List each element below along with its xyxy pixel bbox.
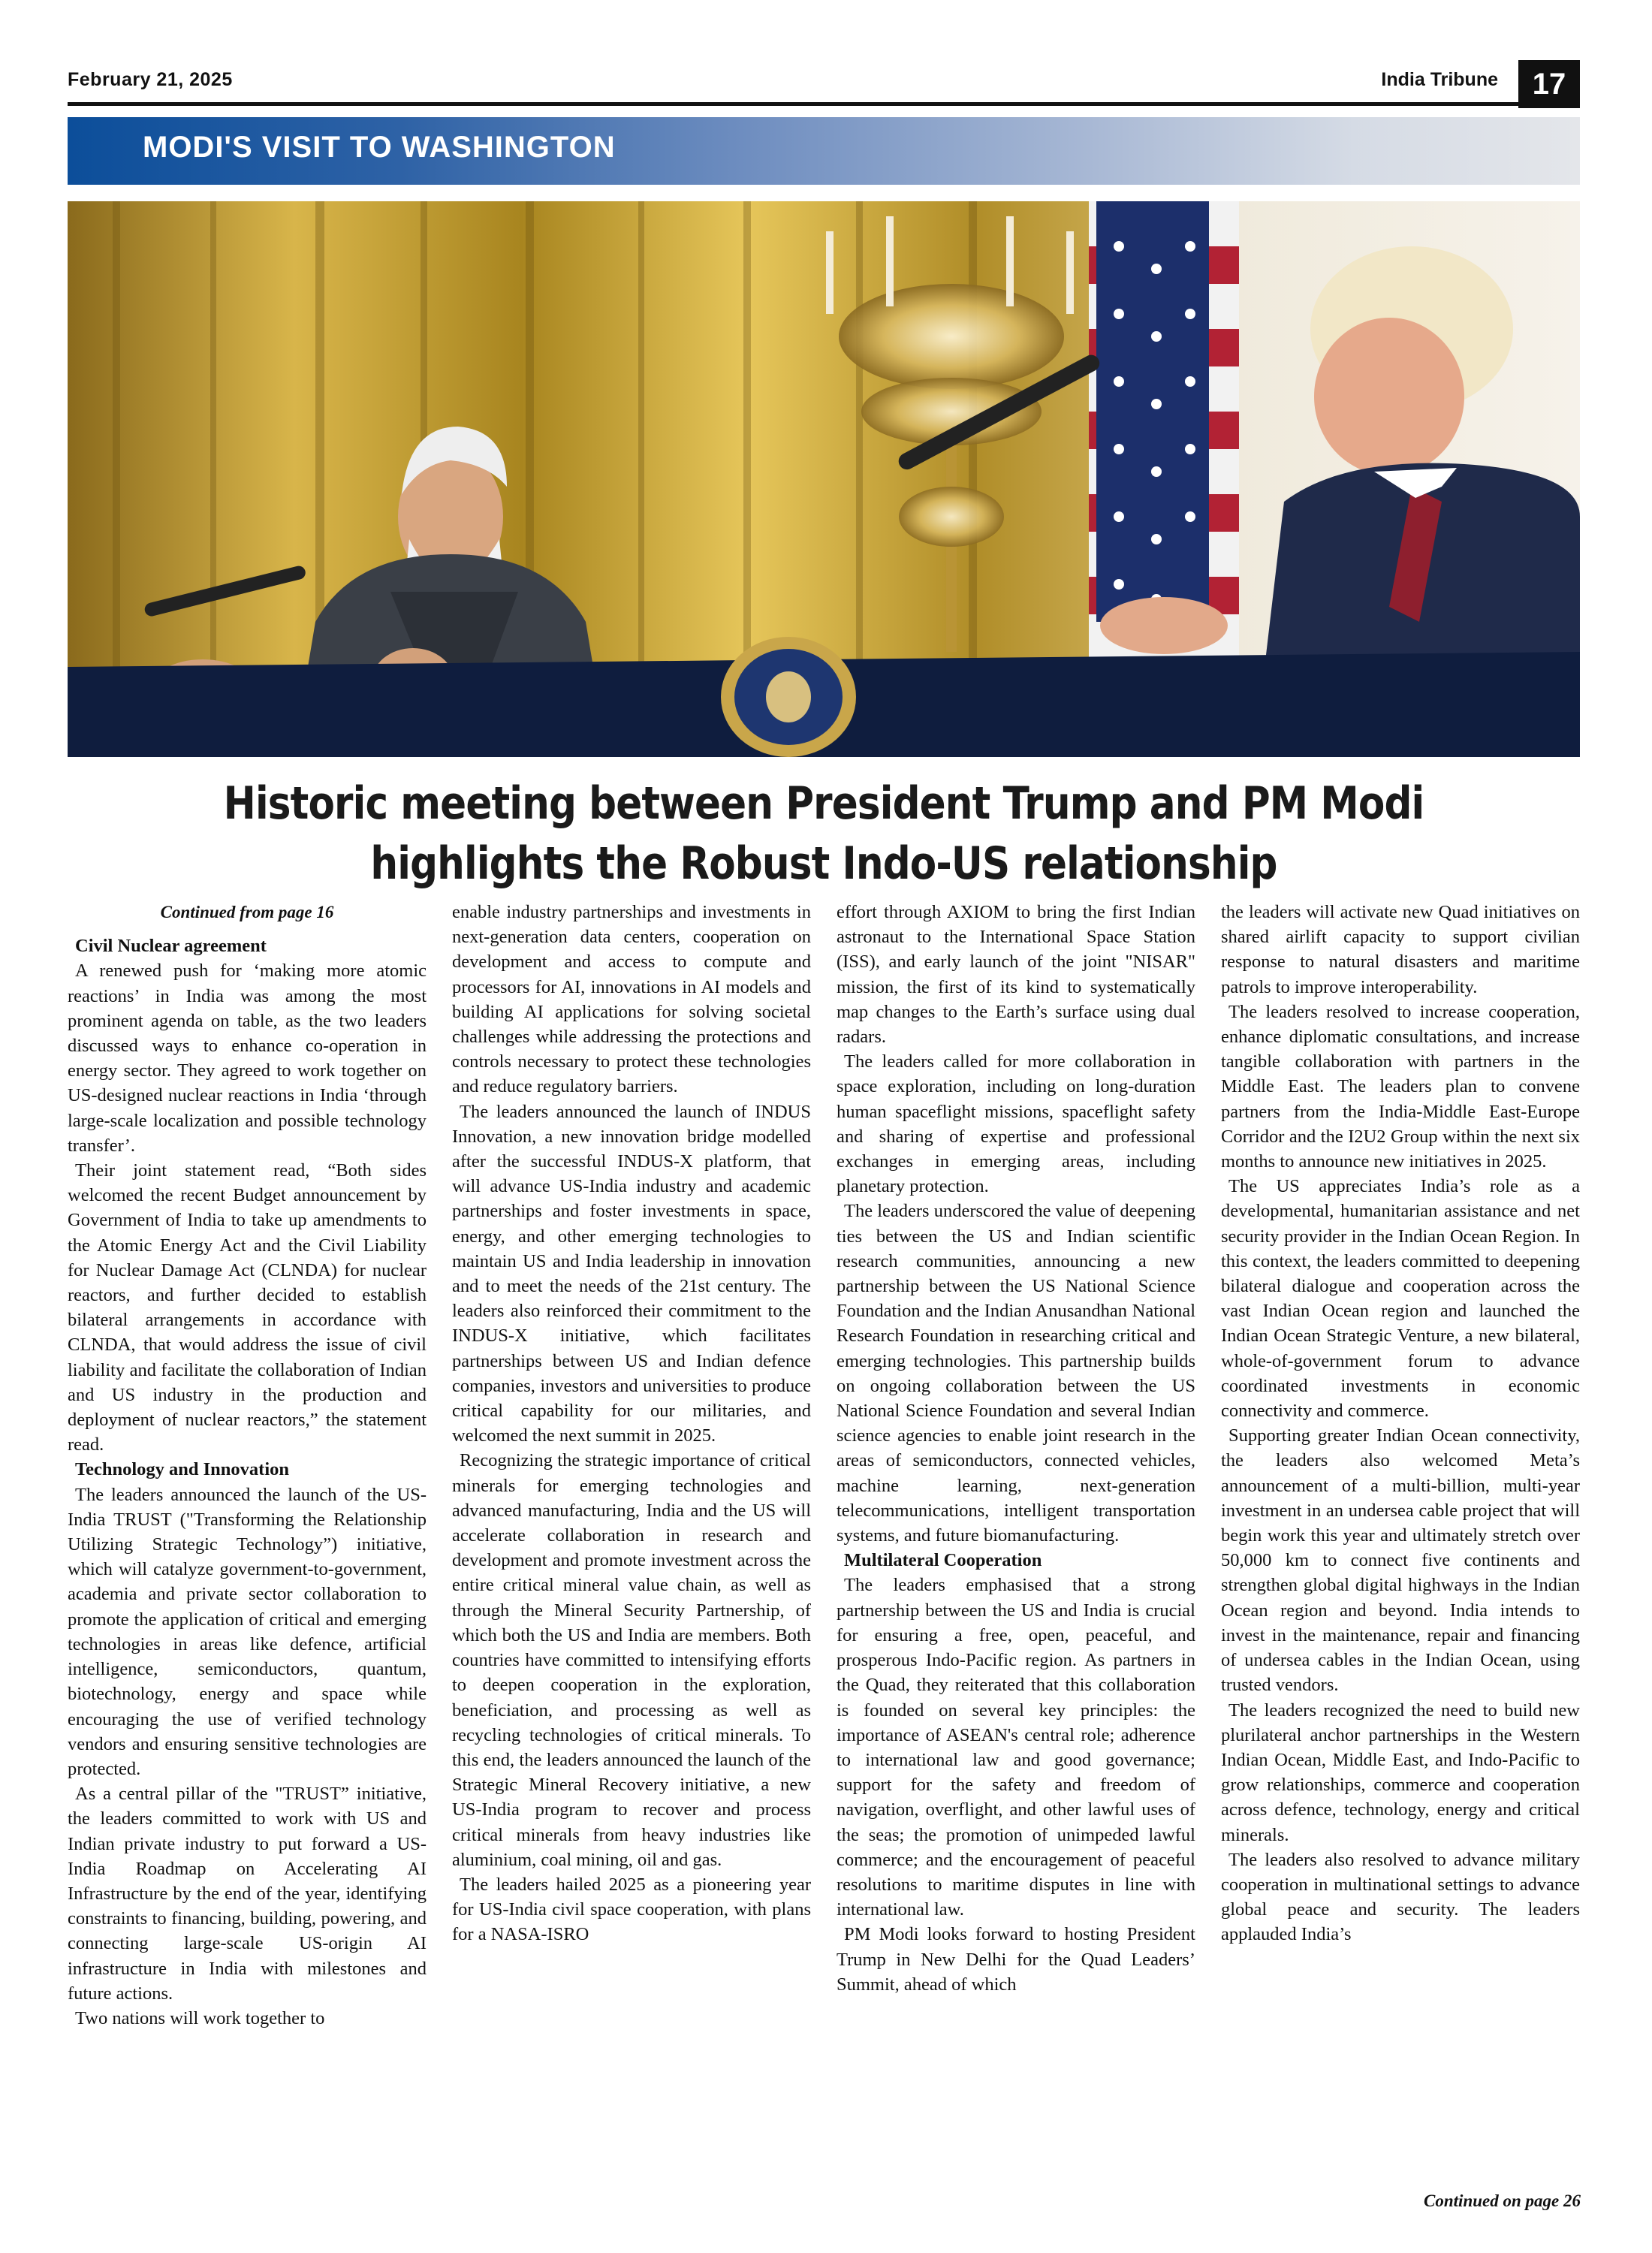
paragraph: the leaders will activate new Quad initiatives on shared airlift capacity to support civilian response to natural disasters and maritime patrols to improve interoperability.	[1221, 902, 1580, 997]
paragraph: The leaders announced the launch of INDUS Innovation, a new innovation bridge modelled after the successful INDUS-X platform, that will advance US-India industry and academic partnerships and foster investments in space, energy, and other emerging technologies to maintain US and India leadership in innovation and to meet the needs of the 21st century. The leaders also reinforced their commitment to the INDUS-X initiative, which facilitates partnerships between US and Indian defence companies, investors and universities to produce critical capability for our militaries, and welcomed the next summit in 2025.	[452, 1101, 811, 1446]
paragraph: A renewed push for ‘making more atomic reactions’ in India was among the most prominent agenda on table, as the two leaders discussed ways to enhance co-operation in energy sector. They agreed to work together on US-designed nuclear reactions in India ‘through large-scale localization and possible technology transfer’.	[68, 961, 427, 1156]
subheading: Technology and Innovation	[75, 1459, 290, 1480]
article-column-2	[452, 900, 811, 2206]
paragraph: The leaders announced the launch of the US-India TRUST ("Transforming the Relationship Utilizing Strategic Technology”) initiative, which will catalyze government-to-government, academia and private sector collaboration to promote the application of critical and emerging technologies in areas like defence, artificial intelligence, semiconductors, quantum, biotechnology, energy and space while encouraging the use of verified technology vendors and ensuring sensitive technologies are protected.	[68, 1484, 427, 1779]
page-date: February 21, 2025	[68, 69, 233, 90]
paragraph: Supporting greater Indian Ocean connectivity, the leaders also welcomed Meta’s announcement of a multi-billion, multi-year investment in an undersea cable project that will begin work this year and ultimately stretch over 50,000 km to connect five continents and strengthen global digital highways in the Indian Ocean region and beyond. India intends to invest in the maintenance, repair and financing of undersea cables in the Indian Ocean, using trusted vendors.	[1221, 1425, 1580, 1696]
photo-illustration	[68, 201, 1580, 757]
article-column-4	[1221, 900, 1580, 2206]
paragraph: enable industry partnerships and investments in next-generation data centers, cooperation on development and access to compute and processors for AI, innovations in AI models and building AI applications for solving societal challenges while addressing the protections and controls necessary to protect these technologies and reduce regulatory barriers.	[452, 902, 811, 1097]
page-number: 17	[1518, 60, 1580, 108]
paragraph: Two nations will work together to	[75, 2007, 325, 2028]
paragraph: Recognizing the strategic importance of critical minerals for emerging technologies and advanced manufacturing, India and the US will accelerate collaboration in research and development and promote investment across the entire critical mineral value chain, as well as through the Mineral Security Partnership, of which both the US and India are members. Both countries have committed to intensifying efforts to deepen cooperation in the exploration, beneficiation, and processing as well as recycling technologies of critical minerals. To this end, the leaders announced the launch of the Strategic Mineral Recovery initiative, a new US-India program to recover and process critical minerals from heavy industries like aluminium, coal mining, oil and gas.	[452, 1450, 811, 1870]
paragraph: Their joint statement read, “Both sides welcomed the recent Budget announcement by Government of India to take up amendments to the Atomic Energy Act and the Civil Liability for Nuclear Damage Act (CLNDA) for nuclear reactors, and further decided to establish bilateral arrangements in accordance with CLNDA, that would address the issue of civil liability and facilitate the collaboration of Indian and US industry in the production and deployment of nuclear reactors,” the statement read.	[68, 1160, 427, 1455]
press-conference-photo	[68, 201, 1580, 757]
continued-from-note: Continued from page 16	[160, 903, 334, 921]
continued-on-note: Continued on page 26	[1424, 2191, 1581, 2210]
article-body	[68, 900, 1581, 2206]
headline-line-1: Historic meeting between President Trump and PM Modi	[223, 777, 1424, 830]
paragraph: The leaders also resolved to advance military cooperation in multinational settings to advance global peace and security. The leaders applauded India’s	[1221, 1849, 1580, 1945]
article-column-1	[68, 900, 427, 2206]
section-banner	[68, 117, 1580, 185]
subheading: Civil Nuclear agreement	[75, 936, 267, 957]
paragraph: The leaders recognized the need to build new plurilateral anchor partnerships in the Western Indian Ocean, Middle East, and Indo-Pacific to grow relationships, commerce and cooperation across defence, technology, energy and critical minerals.	[1221, 1700, 1580, 1845]
article-column-3	[837, 900, 1195, 2206]
paragraph: The US appreciates India’s role as a developmental, humanitarian assistance and net security provider in the Indian Ocean Region. In this context, the leaders committed to deepening bilateral dialogue and cooperation across the vast Indian Ocean region and launched the Indian Ocean Strategic Venture, a new bilateral, whole-of-government forum to advance coordinated investments in economic connectivity and commerce.	[1221, 1176, 1580, 1422]
paragraph: PM Modi looks forward to hosting President Trump in New Delhi for the Quad Leaders’ Summit, ahead of which	[837, 1924, 1195, 1995]
paragraph: effort through AXIOM to bring the first Indian astronaut to the International Space Station (ISS), and early launch of the joint "NISAR" mission, the first of its kind to systematically map changes to the Earth’s surface using dual radars.	[837, 902, 1195, 1048]
paragraph: The leaders underscored the value of deepening ties between the US and Indian scientific research communities, announcing a new partnership between the US National Science Foundation and the Indian Anusandhan National Research Foundation in researching critical and emerging technologies. This partnership builds on ongoing collaboration between the US National Science Foundation and several Indian science agencies to enable joint research in the areas of semiconductors, connected vehicles, machine learning, next-generation telecommunications, intelligent transportation systems, and future biomanufacturing.	[837, 1201, 1195, 1546]
header-rule	[68, 102, 1518, 106]
article-headline	[173, 774, 1474, 894]
paragraph: The leaders resolved to increase cooperation, enhance diplomatic consultations, and increase tangible collaboration with partners in the Middle East. The leaders plan to convene partners from the India-Middle East-Europe Corridor and the I2U2 Group within the next six months to announce new initiatives in 2025.	[1221, 1001, 1580, 1172]
headline-line-2: highlights the Robust Indo-US relationship	[370, 837, 1277, 890]
paragraph: The leaders emphasised that a strong partnership between the US and India is crucial for ensuring a free, open, peaceful, and prosperous Indo-Pacific region. As partners in the Quad, they reiterated that this collaboration is founded on several key principles: the importance of ASEAN's central role; adherence to international law and good governance; support for the safety and freedom of navigation, overflight, and other lawful uses of the seas; the promotion of unimpeded lawful commerce; and the encouragement of peaceful resolutions to maritime disputes in line with international law.	[837, 1575, 1195, 1920]
subheading: Multilateral Cooperation	[844, 1550, 1042, 1571]
section-title: MODI'S VISIT TO WASHINGTON	[143, 131, 616, 164]
paragraph: As a central pillar of the "TRUST” initiative, the leaders committed to work with US and Indian private industry to put forward a US-India Roadmap on Accelerating AI Infrastructure by the end of the year, identifying constraints to financing, building, powering, and connecting large-scale US-origin AI infrastructure in India with milestones and future actions.	[68, 1784, 427, 2004]
paragraph: The leaders called for more collaboration in space exploration, including on long-duration human spaceflight missions, spaceflight safety and sharing of expertise and professional exchanges in emerging areas, including planetary protection.	[837, 1051, 1195, 1197]
publication-name: India Tribune	[1381, 69, 1498, 90]
paragraph: The leaders hailed 2025 as a pioneering year for US-India civil space cooperation, with plans for a NASA-ISRO	[452, 1874, 811, 1945]
